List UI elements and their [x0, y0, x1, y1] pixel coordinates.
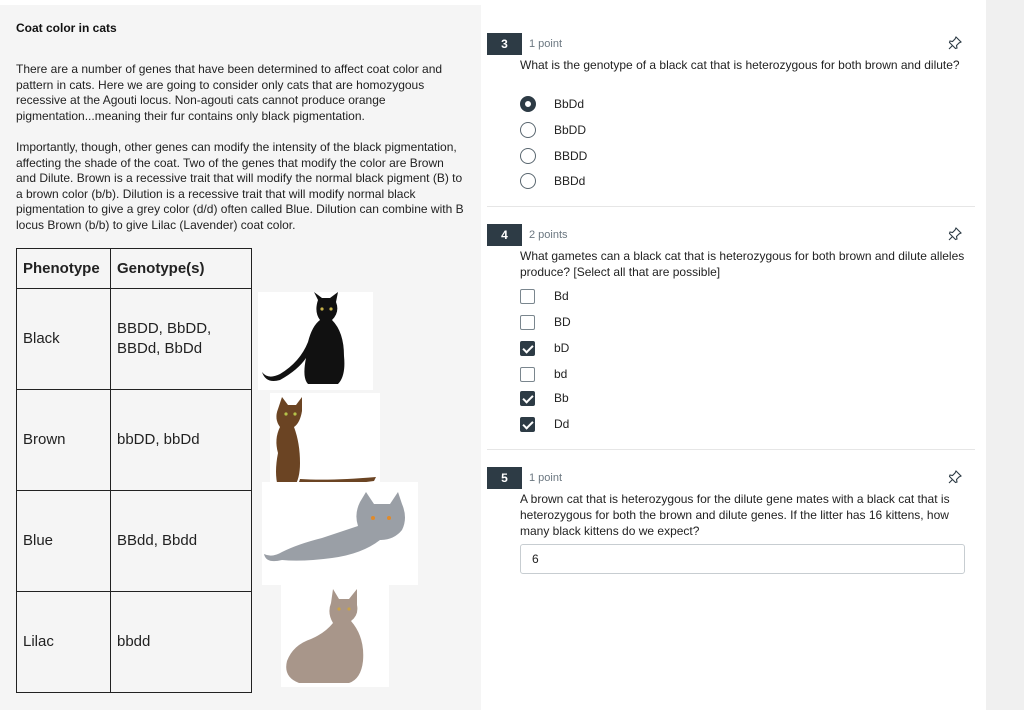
question-divider	[487, 449, 975, 450]
question-text: A brown cat that is heterozygous for the dilute gene mates with a black cat that is heterozygous for both the brown and dilute genes. If the litter has 16 kittens, how many black kittens do we expect?	[520, 492, 950, 538]
option-label[interactable]: bd	[554, 367, 568, 381]
checkbox-option[interactable]	[520, 389, 569, 407]
option-label[interactable]: Bb	[554, 391, 569, 405]
question-divider	[487, 206, 975, 207]
genotype-cell: bbDD, bbDd	[111, 390, 252, 491]
genotype-cell: BBDD, BbDD, BBDd, BbDd	[111, 289, 252, 390]
intro-paragraph: There are a number of genes that have been determined to affect coat color and pattern in cats. Here we are going to consider only cats that are homozygous recessive at the Agouti locus. Non-agouti cats cannot produce orange pigmentation...meaning their fur contains only black pigmentation.	[16, 62, 443, 123]
option-label[interactable]: Bd	[554, 289, 569, 303]
header-phenotype: Phenotype	[17, 249, 111, 289]
genotype-cell: bbdd	[111, 592, 252, 693]
question-number-badge: 3	[487, 33, 522, 55]
question-points: 1 point	[529, 472, 563, 484]
radio-option[interactable]	[520, 95, 585, 113]
question-number-badge: 5	[487, 467, 522, 489]
table-row	[17, 592, 252, 693]
lilac-cat-image	[281, 585, 389, 687]
phenotype-table	[16, 248, 252, 693]
option-label[interactable]: BBDd	[554, 174, 586, 188]
question-points: 2 points	[529, 229, 568, 241]
radio-button[interactable]	[520, 96, 536, 112]
option-label[interactable]: BD	[554, 315, 571, 329]
question-number-badge: 4	[487, 224, 522, 246]
option-label[interactable]: bD	[554, 341, 570, 355]
phenotype-cell: Blue	[17, 491, 111, 592]
option-label[interactable]: BbDd	[554, 97, 585, 111]
black-cat-image	[258, 292, 373, 390]
answer-input[interactable]: 6	[520, 544, 965, 574]
checkbox-option[interactable]	[520, 287, 569, 305]
table-row	[17, 491, 252, 592]
document-title: Coat color in cats	[16, 21, 117, 35]
radio-option[interactable]	[520, 172, 586, 190]
option-label[interactable]: BbDD	[554, 123, 587, 137]
question-text: What is the genotype of a black cat that is heterozygous for both brown and dilute?	[520, 58, 960, 72]
pin-icon[interactable]	[948, 227, 962, 241]
phenotype-cell: Brown	[17, 390, 111, 491]
table-header-row	[17, 249, 252, 289]
option-label[interactable]: BBDD	[554, 149, 588, 163]
radio-option[interactable]	[520, 121, 587, 139]
checkbox-option[interactable]	[520, 339, 570, 357]
brown-cat-image	[270, 393, 380, 489]
radio-button[interactable]	[520, 173, 536, 189]
pin-icon[interactable]	[948, 470, 962, 484]
header-genotypes: Genotype(s)	[111, 249, 252, 289]
checkbox[interactable]	[520, 341, 535, 356]
table-row	[17, 390, 252, 491]
checkbox[interactable]	[520, 289, 535, 304]
phenotype-cell: Black	[17, 289, 111, 390]
checkbox-option[interactable]	[520, 365, 568, 383]
radio-option[interactable]	[520, 147, 588, 165]
scrollbar-track[interactable]	[986, 0, 1024, 710]
checkbox[interactable]	[520, 417, 535, 432]
checkbox-option[interactable]	[520, 415, 570, 433]
table-row	[17, 289, 252, 390]
option-label[interactable]: Dd	[554, 417, 570, 431]
radio-button[interactable]	[520, 122, 536, 138]
modifier-paragraph: Importantly, though, other genes can modify the intensity of the black pigmentation, affecting the shade of the coat. Two of the genes that modify the color are Brown and Dilute. Brown is a recessive trait that will modify the normal black pigment (B) to a brown color (b/b). Dilution is a recessive trait that will modify normal black pigmentation to give a grey color (d/d) often called Blue. Dilution can combine with B locus Brown (b/b) to give Lilac (Lavender) coat color.	[16, 140, 464, 232]
checkbox[interactable]	[520, 315, 535, 330]
phenotype-cell: Lilac	[17, 592, 111, 693]
genotype-cell: BBdd, Bbdd	[111, 491, 252, 592]
question-text: What gametes can a black cat that is heterozygous for both brown and dilute alleles produce? [Select all that are possible]	[520, 249, 965, 279]
blue-cat-image	[262, 482, 418, 585]
checkbox-option[interactable]	[520, 313, 571, 331]
checkbox[interactable]	[520, 367, 535, 382]
question-points: 1 point	[529, 38, 563, 50]
checkbox[interactable]	[520, 391, 535, 406]
pin-icon[interactable]	[948, 36, 962, 50]
radio-button[interactable]	[520, 148, 536, 164]
